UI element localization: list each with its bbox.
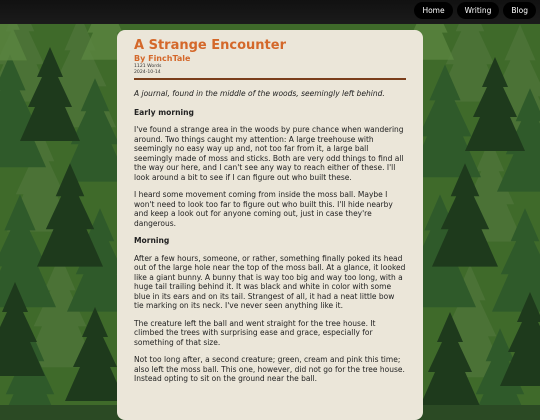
nav-writing-button[interactable]: Writing: [457, 2, 500, 19]
header-divider: [134, 78, 406, 80]
nav-links: [414, 2, 536, 19]
story-byline: By FinchTale: [134, 54, 191, 63]
section-heading: Morning: [134, 236, 170, 245]
word-count: 1121 Words: [134, 64, 162, 69]
publish-date: 2024-10-14: [134, 69, 161, 75]
nav-blog-button[interactable]: Blog: [503, 2, 536, 19]
section-heading: Early morning: [134, 107, 194, 117]
story-card: [117, 30, 423, 420]
top-nav-bar: [0, 0, 540, 24]
story-paragraph: After a few hours, someone, or rather, something finally poked its head out of the large hole near the top of the moss ball. At a glance, it looked like a giant bunny. A bunny that is way too big and way too long, with a huge tail trailing behind it. It was black and white in color with some blue in its ears and on its tail. Strangest of all, it had a neat little bow tie marking on its neck. I've never seen anything like it.: [134, 253, 406, 310]
story-title: A Strange Encounter: [134, 38, 286, 53]
story-body: [134, 89, 406, 384]
story-paragraph: I heard some movement coming from inside the moss ball. Maybe I won't need to look too far to figure out who built this. I'll hide nearby and keep a look out for anyone coming out, just in case they're dangerous.: [134, 190, 393, 228]
nav-home-button[interactable]: Home: [414, 2, 452, 19]
story-paragraph: I've found a strange area in the woods by pure chance when wandering around. Two things caught my attention: A large treehouse with seemingly no easy way up and, not too far from it, a large ball seemingly made of moss and sticks. Both are very odd things to find all the way our here, and I can't see any way to reach either of these. I'll look around a bit to see if I can figure out who built these.: [134, 125, 404, 182]
story-paragraph: Not too long after, a second creature; green, cream and pink this time; also left the moss ball. This one, however, did not go for the tree house. Instead opting to sit on the ground near the ball.: [134, 355, 405, 383]
story-intro: A journal, found in the middle of the woods, seemingly left behind.: [134, 89, 385, 98]
story-paragraph: The creature left the ball and went straight for the tree house. It climbed the trees with surprising ease and grace, especially for something of that size.: [134, 318, 376, 347]
